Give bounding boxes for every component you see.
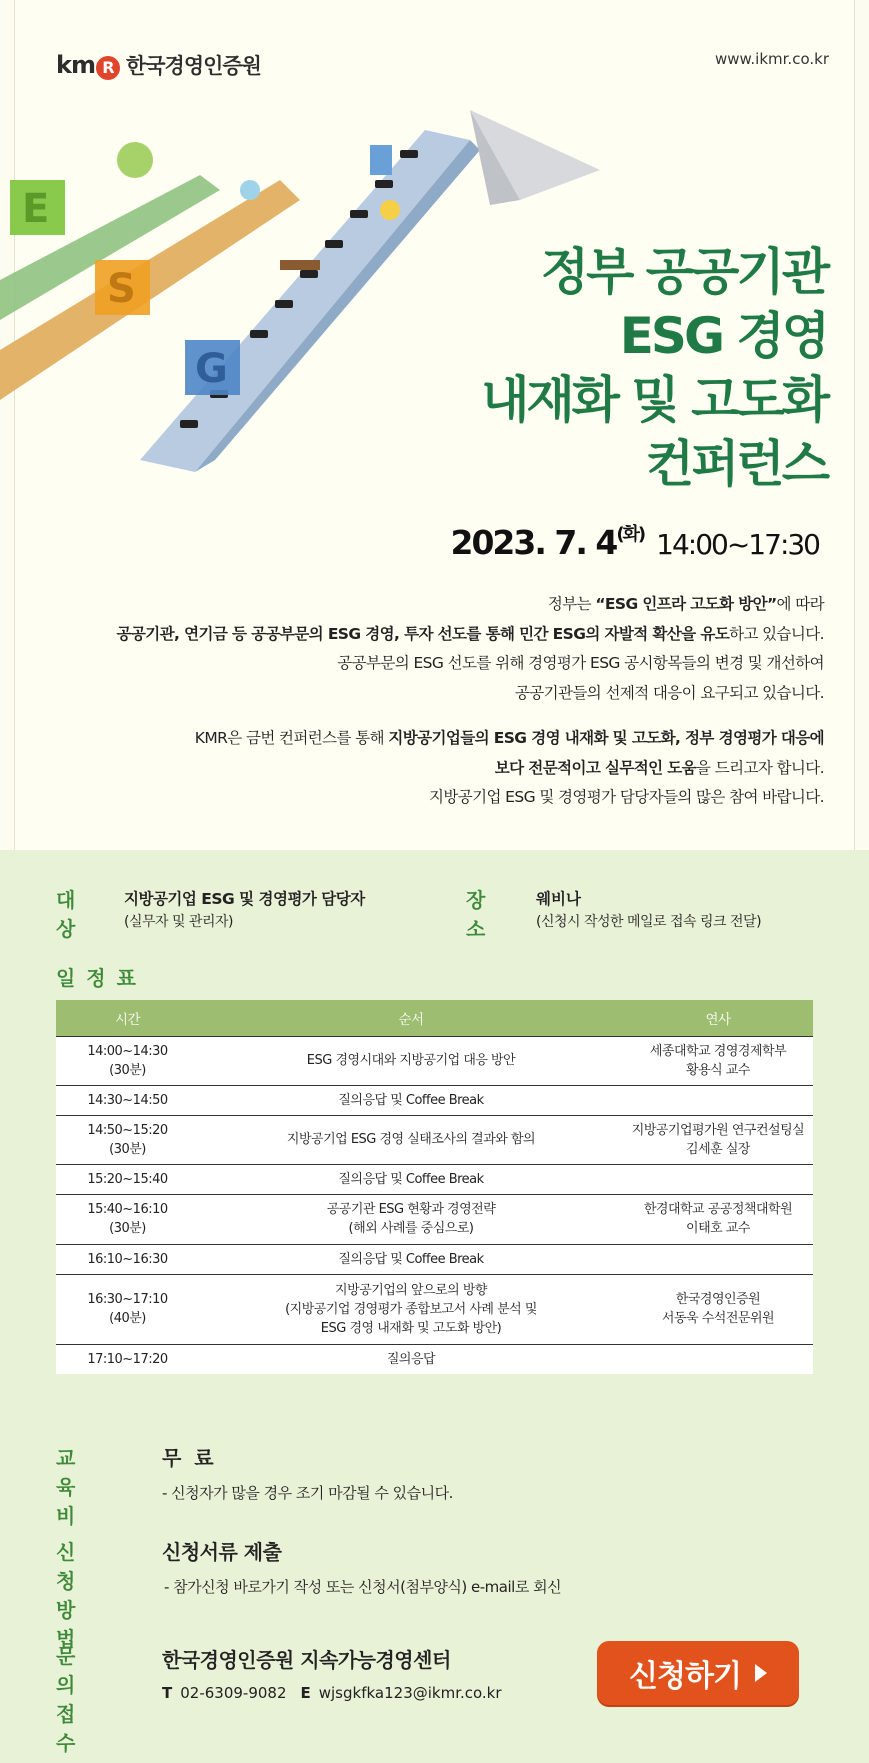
event-day: (화)	[616, 524, 645, 545]
schedule-row	[56, 1085, 813, 1115]
target-label: 대 상	[56, 888, 78, 941]
schedule-time-line: 14:00~14:30	[87, 1043, 168, 1059]
schedule-time	[56, 1036, 199, 1085]
svg-text:G: G	[195, 346, 228, 392]
schedule-speaker	[623, 1274, 813, 1344]
intro-text-part: 지방공기업 ESG 및 경영평가 담당자들의 많은 참여 바랍니다.	[428, 788, 824, 806]
schedule-header-row	[56, 1000, 813, 1036]
schedule-row	[56, 1115, 813, 1164]
schedule-topic-line: ESG 경영시대와 지방공기업 대응 방안	[306, 1053, 516, 1068]
title-line: 컨퍼런스	[645, 435, 827, 493]
schedule-speaker-line: 김세훈 실장	[686, 1141, 750, 1157]
schedule-title: 일 정 표	[56, 966, 138, 990]
title-line: 정부 공공기관	[540, 243, 827, 301]
apply-button[interactable]	[597, 1641, 799, 1705]
schedule-speaker-line: 세종대학교 경영경제학부	[649, 1043, 787, 1059]
event-time: 14:00~17:30	[656, 528, 819, 561]
schedule-speaker	[623, 1164, 813, 1194]
schedule-time-line: 17:10~17:20	[87, 1351, 168, 1367]
apply-button-label: 신청하기	[629, 1659, 741, 1694]
header-speaker: 연사	[623, 1000, 813, 1036]
event-title	[481, 240, 827, 496]
schedule-speaker	[623, 1085, 813, 1115]
intro-text-part: KMR은 금번 컨퍼런스를 통해	[194, 729, 389, 747]
schedule-row	[56, 1274, 813, 1344]
intro-emphasis: 지방공기업들의 ESG 경영 내재화 및 고도화, 정부 경영평가 대응에	[388, 729, 824, 747]
intro-text-part: 공공부문의 ESG 선도를 위해 경영평가 ESG 공시항목들의 변경 및 개선하여	[337, 654, 824, 672]
schedule-time-line: (30분)	[109, 1141, 146, 1157]
schedule-topic-line: (지방공기업 경영평가 종합보고서 사례 분석 및	[285, 1301, 537, 1317]
logo-text: 한국경영인증원	[125, 54, 261, 78]
schedule-time	[56, 1344, 199, 1374]
schedule-row	[56, 1164, 813, 1194]
schedule-speaker	[623, 1036, 813, 1085]
schedule-topic	[199, 1036, 623, 1085]
schedule-time	[56, 1085, 199, 1115]
tel-label: T	[162, 1684, 173, 1702]
intro-line	[117, 754, 825, 784]
schedule-time-line: (30분)	[109, 1221, 146, 1236]
schedule-speaker	[623, 1115, 813, 1164]
schedule-time	[56, 1115, 199, 1164]
schedule-topic	[199, 1115, 623, 1164]
intro-emphasis: 공공기관, 연기금 등 공공부문의 ESG 경영, 투자 선도를 통해 민간 ESG의 자발적 확산을 유도	[116, 624, 730, 643]
schedule-speaker	[623, 1244, 813, 1274]
fee-label: 교 육 비	[56, 1446, 78, 1528]
venue-value: 웨비나	[536, 890, 581, 908]
intro-text-part: 하고 있습니다.	[729, 624, 824, 643]
intro-emphasis: “ESG 인프라 고도화 방안”	[595, 595, 777, 613]
schedule-topic-line: 공공기관 ESG 현황과 경영전략	[326, 1202, 496, 1217]
schedule-topic-line: (해외 사례를 중심으로)	[348, 1221, 474, 1236]
venue-note: (신청시 작성한 메일로 접속 링크 전달)	[536, 914, 762, 930]
schedule-topic-line: 질의응답	[386, 1351, 436, 1367]
schedule-speaker-line: 이태호 교수	[686, 1221, 750, 1236]
fee-note: - 신청자가 많을 경우 조기 마감될 수 있습니다.	[162, 1484, 453, 1502]
schedule-time-line: 15:20~15:40	[87, 1171, 168, 1187]
target-note: (실무자 및 관리자)	[124, 914, 233, 930]
intro-line	[117, 783, 825, 813]
intro-text-part: 공공기관들의 선제적 대응이 요구되고 있습니다.	[514, 683, 824, 702]
schedule-time-line: 16:10~16:30	[87, 1251, 168, 1267]
svg-text:E: E	[22, 186, 50, 232]
intro-line	[117, 590, 825, 620]
schedule-speaker-line: 황용식 교수	[686, 1062, 750, 1078]
email-label: E	[300, 1684, 311, 1702]
event-datetime	[450, 520, 819, 562]
schedule-time-line: 14:50~15:20	[87, 1122, 168, 1138]
schedule-row	[56, 1344, 813, 1374]
venue-label: 장 소	[466, 888, 488, 941]
schedule-topic	[199, 1344, 623, 1374]
schedule-time-line: 16:30~17:10	[87, 1292, 168, 1307]
intro-line	[117, 679, 825, 709]
tel-number[interactable]: 02-6309-9082	[180, 1684, 287, 1702]
intro-line	[117, 620, 825, 650]
schedule-row	[56, 1194, 813, 1244]
schedule-time	[56, 1164, 199, 1194]
schedule-time	[56, 1194, 199, 1244]
intro-line	[117, 724, 825, 754]
target-value: 지방공기업 ESG 및 경영평가 담당자	[124, 890, 365, 908]
title-line: 내재화 및 고도화	[481, 371, 827, 429]
schedule-speaker-line: 한경대학교 공공정책대학원	[643, 1202, 793, 1217]
schedule-time-line: 14:30~14:50	[87, 1092, 168, 1108]
kmr-logo[interactable]	[56, 50, 261, 80]
schedule-topic	[199, 1194, 623, 1244]
intro-text-part: 정부는	[547, 595, 596, 613]
intro-text-part: 을 드리고자 합니다.	[696, 758, 824, 777]
schedule-time	[56, 1244, 199, 1274]
schedule-time	[56, 1274, 199, 1344]
title-line: ESG 경영	[619, 307, 827, 365]
schedule-speaker	[623, 1194, 813, 1244]
schedule-topic	[199, 1244, 623, 1274]
schedule-speaker-line: 서동욱 수석전문위원	[661, 1311, 775, 1326]
schedule-time-line: 15:40~16:10	[87, 1202, 168, 1217]
arrow-right-icon	[755, 1664, 767, 1682]
schedule-speaker-line: 지방공기업평가원 연구컨설팅실	[631, 1122, 805, 1138]
header-time: 시간	[56, 1000, 199, 1036]
contact-value: 한국경영인증원 지속가능경영센터	[162, 1648, 451, 1672]
svg-text:S: S	[107, 266, 136, 312]
apply-note: - 참가신청 바로가기 작성 또는 신청서(첨부양식) e-mail로 회신	[164, 1578, 562, 1596]
schedule-time-line: (30분)	[109, 1062, 146, 1078]
apply-value: 신청서류 제출	[162, 1540, 282, 1564]
event-date: 2023. 7. 4	[450, 523, 617, 562]
schedule-speaker-line: 한국경영인증원	[675, 1292, 761, 1307]
schedule-topic	[199, 1085, 623, 1115]
fee-value: 무 료	[162, 1446, 217, 1470]
schedule-topic	[199, 1274, 623, 1344]
contact-label: 문의접수	[56, 1644, 76, 1755]
schedule-topic	[199, 1164, 623, 1194]
intro-text	[117, 590, 825, 813]
apply-label: 신청방법	[56, 1540, 76, 1651]
header-topic: 순서	[199, 1000, 623, 1036]
intro-emphasis: 보다 전문적이고 실무적인 도움	[494, 758, 697, 777]
schedule-table	[56, 1000, 813, 1374]
intro-text-part: 에 따라	[776, 595, 824, 613]
intro-line	[117, 649, 825, 679]
schedule-topic-line: 질의응답 및 Coffee Break	[338, 1171, 484, 1187]
schedule-topic-line: 지방공기업 ESG 경영 실태조사의 결과와 함의	[286, 1132, 536, 1147]
schedule-speaker	[623, 1344, 813, 1374]
schedule-topic-line: 질의응답 및 Coffee Break	[338, 1092, 484, 1108]
schedule-row	[56, 1036, 813, 1085]
schedule-topic-line: 질의응답 및 Coffee Break	[338, 1251, 484, 1267]
schedule-topic-line: ESG 경영 내재화 및 고도화 방안)	[320, 1320, 502, 1336]
website-link[interactable]: www.ikmr.co.kr	[714, 50, 829, 68]
contact-details	[162, 1684, 502, 1702]
logo-mark: km R	[56, 51, 120, 80]
schedule-time-line: (40분)	[109, 1311, 146, 1326]
email-address[interactable]: wjsgkfka123@ikmr.co.kr	[318, 1684, 502, 1702]
schedule-topic-line: 지방공기업의 앞으로의 방향	[335, 1282, 487, 1298]
schedule-row	[56, 1244, 813, 1274]
